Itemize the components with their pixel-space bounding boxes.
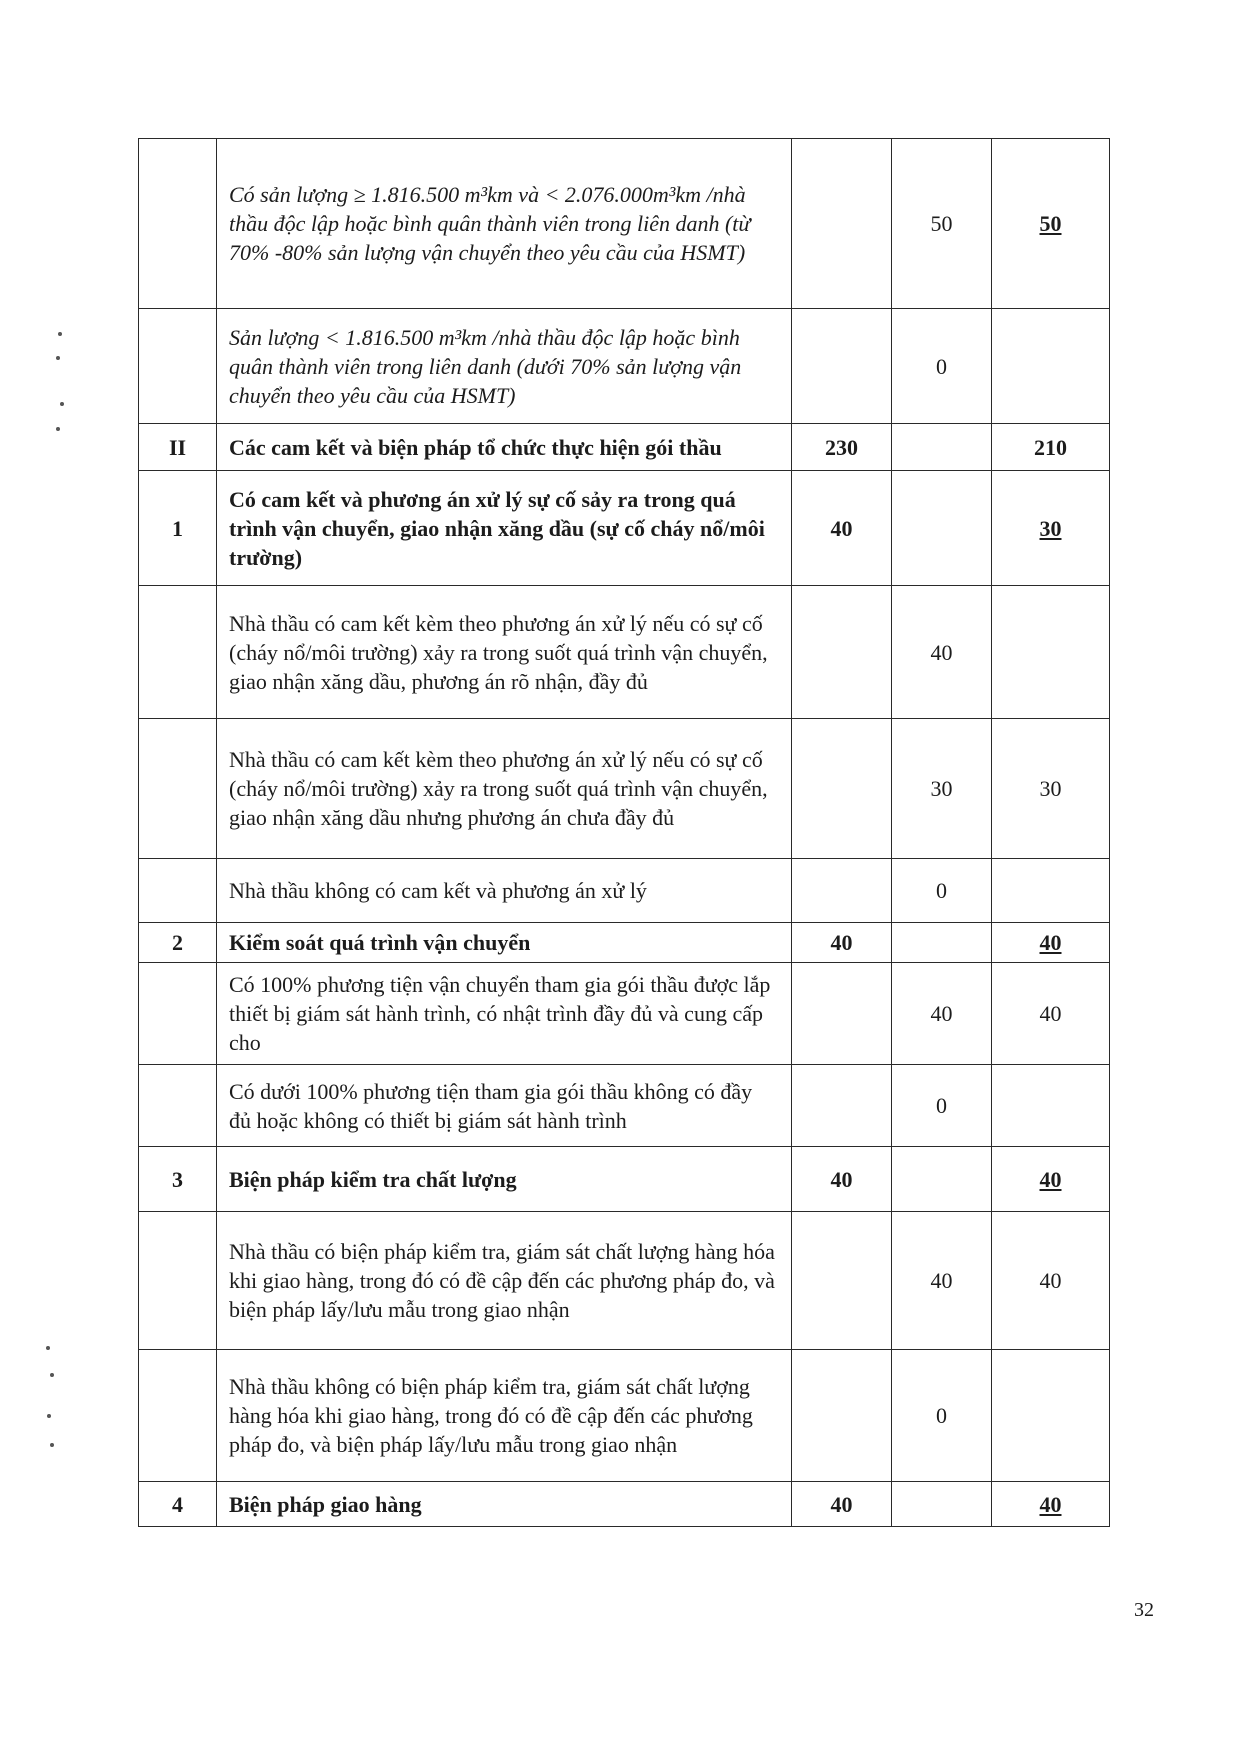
row-awarded-score <box>992 1065 1110 1147</box>
row-content: Có 100% phương tiện vận chuyển tham gia gói thầu được lắp thiết bị giám sát hành trình, có nhật trình đầy đủ và cung cấp cho <box>217 963 792 1065</box>
scan-speck <box>60 402 64 406</box>
row-content: Nhà thầu không có cam kết và phương án xử lý <box>217 859 792 923</box>
row-stt <box>139 309 217 424</box>
scan-speck <box>50 1373 54 1377</box>
row-awarded-score <box>992 309 1110 424</box>
row-content: Nhà thầu có biện pháp kiểm tra, giám sát chất lượng hàng hóa khi giao hàng, trong đó có đề cập đến các phương pháp đo, và biện pháp lấy/lưu mẫu trong giao nhận <box>217 1212 792 1350</box>
table-row <box>139 719 1110 859</box>
row-stt: 2 <box>139 923 217 963</box>
row-content: Biện pháp kiểm tra chất lượng <box>217 1147 792 1212</box>
row-detail-score <box>892 1482 992 1527</box>
row-stt: II <box>139 424 217 471</box>
row-content: Nhà thầu không có biện pháp kiểm tra, giám sát chất lượng hàng hóa khi giao hàng, trong đó có đề cập đến các phương pháp đo, và biện pháp lấy/lưu mẫu trong giao nhận <box>217 1350 792 1482</box>
page-number: 32 <box>1134 1599 1154 1621</box>
row-detail-score: 40 <box>892 586 992 719</box>
row-content: Có cam kết và phương án xử lý sự cố sảy ra trong quá trình vận chuyển, giao nhận xăng dầu (sự cố cháy nổ/môi trường) <box>217 471 792 586</box>
row-awarded-score: 30 <box>992 471 1110 586</box>
table-row <box>139 139 1110 309</box>
row-stt <box>139 859 217 923</box>
row-detail-score: 40 <box>892 963 992 1065</box>
row-max-score <box>792 1212 892 1350</box>
row-content: Các cam kết và biện pháp tổ chức thực hiện gói thầu <box>217 424 792 471</box>
table-row-criterion <box>139 923 1110 963</box>
row-stt <box>139 139 217 309</box>
row-detail-score: 50 <box>892 139 992 309</box>
table-row-criterion <box>139 471 1110 586</box>
row-stt <box>139 963 217 1065</box>
row-content: Nhà thầu có cam kết kèm theo phương án xử lý nếu có sự cố (cháy nổ/môi trường) xảy ra trong suốt quá trình vận chuyển, giao nhận xăng dầu, phương án rõ nhận, đầy đủ <box>217 586 792 719</box>
row-max-score: 40 <box>792 923 892 963</box>
row-stt: 4 <box>139 1482 217 1527</box>
table-row <box>139 859 1110 923</box>
row-content: Sản lượng < 1.816.500 m³km /nhà thầu độc lập hoặc bình quân thành viên trong liên danh (dưới 70% sản lượng vận chuyển theo yêu cầu của HSMT) <box>217 309 792 424</box>
row-content: Nhà thầu có cam kết kèm theo phương án xử lý nếu có sự cố (cháy nổ/môi trường) xảy ra trong suốt quá trình vận chuyển, giao nhận xăng dầu nhưng phương án chưa đầy đủ <box>217 719 792 859</box>
scan-speck <box>56 356 60 360</box>
row-detail-score: 0 <box>892 1065 992 1147</box>
row-detail-score: 0 <box>892 309 992 424</box>
row-content: Kiểm soát quá trình vận chuyển <box>217 923 792 963</box>
row-detail-score: 30 <box>892 719 992 859</box>
table-row <box>139 1350 1110 1482</box>
scan-speck <box>58 332 62 336</box>
table-row <box>139 1212 1110 1350</box>
row-awarded-score <box>992 1350 1110 1482</box>
row-awarded-score: 40 <box>992 963 1110 1065</box>
row-stt: 1 <box>139 471 217 586</box>
row-stt <box>139 1065 217 1147</box>
row-max-score <box>792 719 892 859</box>
row-max-score: 40 <box>792 471 892 586</box>
table-row-criterion <box>139 1147 1110 1212</box>
row-detail-score <box>892 923 992 963</box>
row-max-score <box>792 1350 892 1482</box>
table-row-criterion <box>139 1482 1110 1527</box>
row-stt <box>139 719 217 859</box>
row-stt <box>139 586 217 719</box>
table-row <box>139 309 1110 424</box>
row-awarded-score <box>992 859 1110 923</box>
scan-speck <box>50 1443 54 1447</box>
row-stt: 3 <box>139 1147 217 1212</box>
scan-speck <box>46 1346 50 1350</box>
row-awarded-score: 40 <box>992 1482 1110 1527</box>
row-awarded-score: 40 <box>992 1212 1110 1350</box>
row-max-score <box>792 1065 892 1147</box>
scan-speck <box>56 427 60 431</box>
table-row-section <box>139 424 1110 471</box>
row-awarded-score: 50 <box>992 139 1110 309</box>
row-detail-score <box>892 1147 992 1212</box>
scoring-table <box>138 138 1110 1527</box>
row-detail-score <box>892 424 992 471</box>
row-max-score <box>792 309 892 424</box>
scan-speck <box>47 1414 51 1418</box>
row-awarded-score: 210 <box>992 424 1110 471</box>
table-row <box>139 586 1110 719</box>
row-content: Biện pháp giao hàng <box>217 1482 792 1527</box>
row-content: Có dưới 100% phương tiện tham gia gói thầu không có đầy đủ hoặc không có thiết bị giám sát hành trình <box>217 1065 792 1147</box>
row-max-score <box>792 859 892 923</box>
row-max-score <box>792 586 892 719</box>
row-stt <box>139 1350 217 1482</box>
row-awarded-score <box>992 586 1110 719</box>
row-detail-score <box>892 471 992 586</box>
row-content: Có sản lượng ≥ 1.816.500 m³km và < 2.076.000m³km /nhà thầu độc lập hoặc bình quân thành viên trong liên danh (từ 70% -80% sản lượng vận chuyển theo yêu cầu của HSMT) <box>217 139 792 309</box>
table-row <box>139 963 1110 1065</box>
row-awarded-score: 30 <box>992 719 1110 859</box>
row-detail-score: 40 <box>892 1212 992 1350</box>
row-max-score: 230 <box>792 424 892 471</box>
table-row <box>139 1065 1110 1147</box>
row-max-score: 40 <box>792 1147 892 1212</box>
row-max-score <box>792 963 892 1065</box>
row-detail-score: 0 <box>892 859 992 923</box>
row-awarded-score: 40 <box>992 1147 1110 1212</box>
row-detail-score: 0 <box>892 1350 992 1482</box>
row-max-score <box>792 139 892 309</box>
row-awarded-score: 40 <box>992 923 1110 963</box>
row-stt <box>139 1212 217 1350</box>
row-max-score: 40 <box>792 1482 892 1527</box>
